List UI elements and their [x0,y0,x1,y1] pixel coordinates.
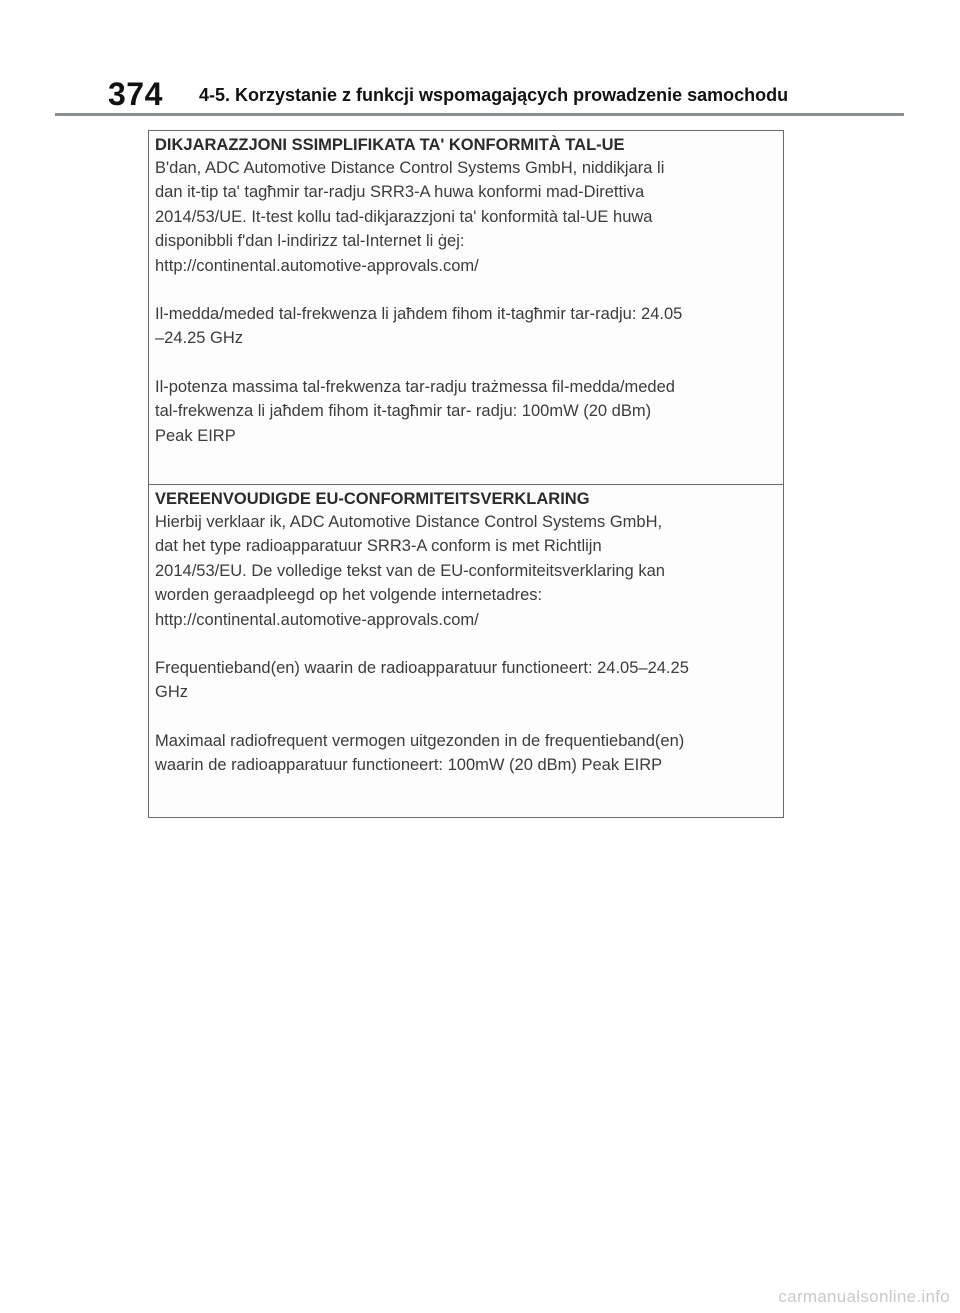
maltese-power-line: tal-frekwenza li jaħdem fihom it-tagħmir tar- radju: 100mW (20 dBm) [155,402,652,421]
dutch-intro-line: 2014/53/EU. De volledige tekst van de EU-conformiteitsverklaring kan [155,561,665,580]
maltese-frequency-line: Il-medda/meded tal-frekwenza li jaħdem fihom it-tagħmir tar-radju: 24.05 [155,305,683,324]
maltese-url: http://continental.automotive-approvals.com/ [155,256,479,275]
maltese-intro-line: dan it-tip ta' tagħmir tar-radju SRR3-A huwa konformi mad-Direttiva [155,183,645,202]
maltese-frequency-line: –24.25 GHz [155,329,244,348]
maltese-power-line: Peak EIRP [155,426,236,445]
dutch-declaration-heading: VEREENVOUDIGDE EU-CONFORMITEITSVERKLARING [155,490,590,508]
dutch-frequency-line: GHz [155,683,188,702]
dutch-power-line: waarin de radioapparatuur functioneert: 100mW (20 dBm) Peak EIRP [155,756,663,775]
dutch-power-line: Maximaal radiofrequent vermogen uitgezonden in de frequentieband(en) [155,731,685,750]
dutch-url: http://continental.automotive-approvals.com/ [155,610,479,629]
header-divider [55,113,904,116]
dutch-intro-line: Hierbij verklaar ik, ADC Automotive Distance Control Systems GmbH, [155,513,663,531]
section-title: 4-5. Korzystanie z funkcji wspomagających prowadzenie samochodu [199,85,789,105]
maltese-power-line: Il-potenza massima tal-frekwenza tar-radju trażmessa fil-medda/meded [155,377,675,396]
dutch-frequency-line: Frequentieband(en) waarin de radioapparatuur functioneert: 24.05–24.25 [155,659,689,678]
maltese-intro-line: B'dan, ADC Automotive Distance Control Systems GmbH, niddikjara li [155,159,665,177]
maltese-intro-line: 2014/53/UE. It-test kollu tad-dikjarazzjoni ta' konformità tal-UE huwa [155,207,653,226]
page-header [0,0,960,118]
dutch-intro-line: worden geraadpleegd op het volgende internetadres: [155,586,543,605]
page-number: 374 [108,76,163,112]
maltese-declaration [149,131,783,484]
maltese-intro-line: disponibbli f'dan l-indirizz tal-Internet li ġej: [155,232,465,251]
site-watermark: carmanualsonline.info [778,1287,950,1306]
maltese-declaration-heading: DIKJARAZZJONI SSIMPLIFIKATA TA' KONFORMITÀ TAL-UE [155,136,625,154]
dutch-intro-line: dat het type radioapparatuur SRR3-A conform is met Richtlijn [155,537,602,556]
dutch-declaration [149,484,783,817]
conformity-declaration-box [148,130,784,818]
